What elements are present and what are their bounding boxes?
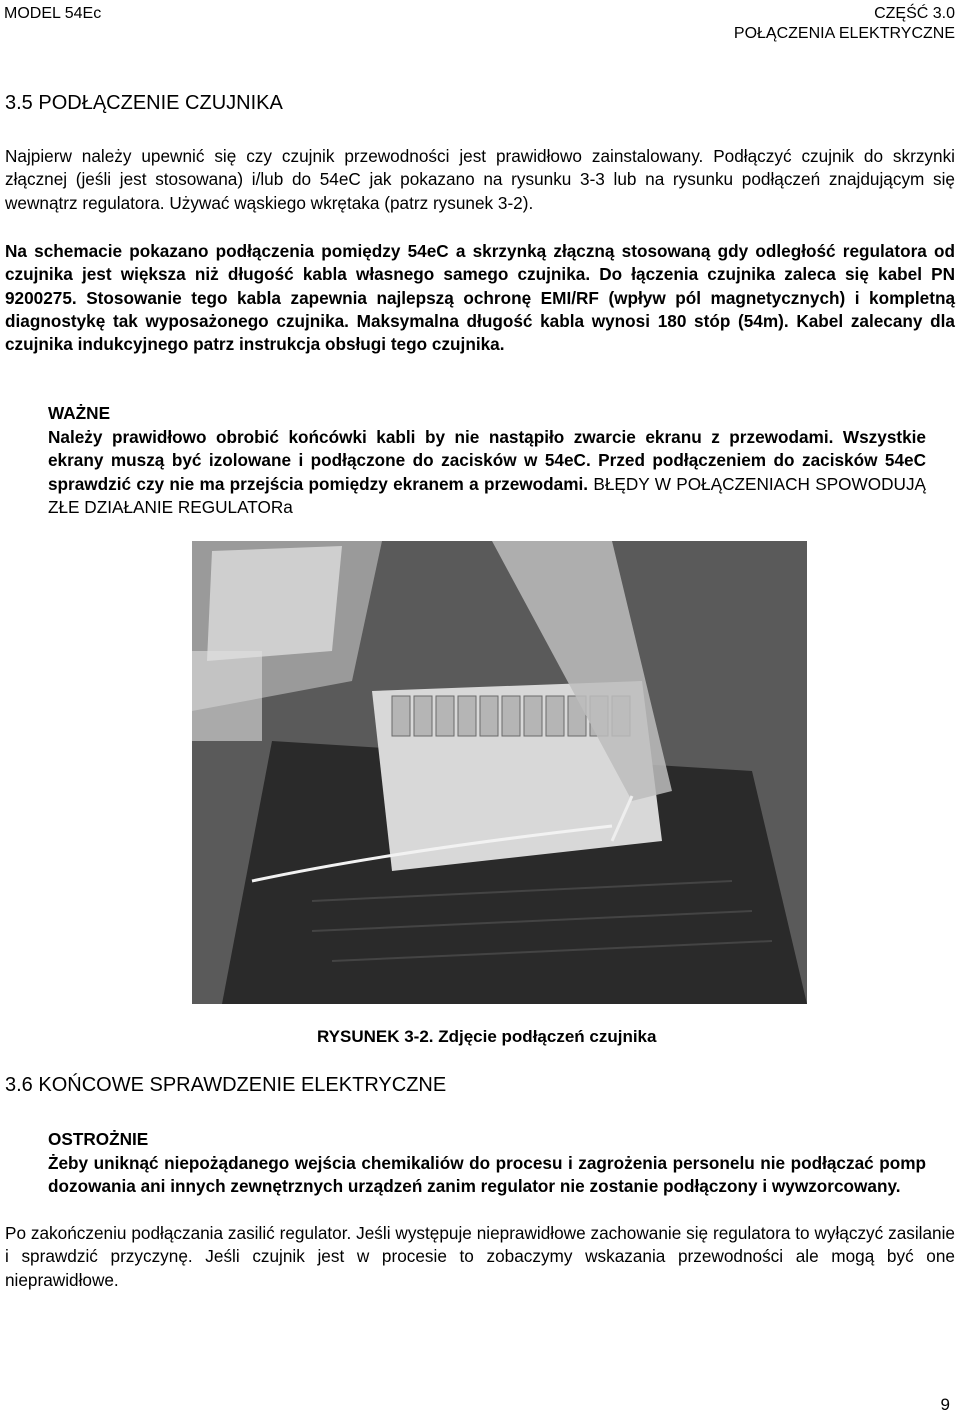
figure-photo — [192, 541, 807, 1004]
paragraph-schematic: Na schemacie pokazano podłączenia pomiędzy 54eC a skrzynką złączną stosowaną gdy odległość regulatora od czujnika jest większa niż długość kabla własnego samego czujnika. Do łączenia czujnika zaleca się kabel PN 9200275. Stosowanie tego kabla zapewnia najlepszą ochronę EMI/RF (wpływ pól magnetycznych) i kompletną diagnostykę tak wyposażonego czujnika. Maksymalna długość kabla wynosi 180 stóp (54m). Kabel zalecany dla czujnika indukcyjnego patrz instrukcja obsługi tego czujnika. — [5, 241, 955, 355]
paragraph-final-check: Po zakończeniu podłączania zasilić regulator. Jeśli występuje nieprawidłowe zachowanie się regulatora to wyłączyć zasilanie i sprawdzić przyczynę. Jeśli czujnik jest w procesie to zobaczymy wskazania przewodności ale mogą być one nieprawidłowe. — [5, 1223, 955, 1290]
header-right — [734, 4, 955, 44]
section-3-6-title: 3.6 KOŃCOWE SPRAWDZENIE ELEKTRYCZNE — [5, 1074, 447, 1096]
important-heading: WAŻNE — [48, 403, 111, 423]
important-caps: BŁĘDY W POŁĄCZENIACH SPOWODUJĄ ZŁE DZIAŁANIE REGULATORa — [48, 473, 926, 517]
important-text: Należy prawidłowo obrobić końcówki kabli by nie nastąpiło zwarcie ekranu z przewodami. Wszystkie ekrany muszą być izolowane i podłączone do zacisków w 54eC. Przed podłączeniem do zacisków 54eC sprawdzić czy nie ma przejścia pomiędzy ekranem a przewodami. — [48, 427, 926, 494]
header-section: POŁĄCZENIA ELEKTRYCZNE — [733, 25, 955, 42]
section-3-5-title: 3.5 PODŁĄCZENIE CZUJNIKA — [5, 92, 283, 114]
header-part: CZĘŚĆ 3.0 — [874, 5, 955, 22]
header-model: MODEL 54Ec — [4, 5, 102, 22]
paragraph-intro: Najpierw należy upewnić się czy czujnik przewodności jest prawidłowo zainstalowany. Podłączyć czujnik do skrzynki złącznej (jeśli jest stosowana) i/lub do 54eC jak pokazano na rysunku 3-3 lub na rysunku podłączeń znajdującym się wewnątrz regulatora. Używać wąskiego wkrętaka (patrz rysunek 3-2). — [5, 146, 955, 213]
figure-caption: RYSUNEK 3-2. Zdjęcie podłączeń czujnika — [317, 1027, 657, 1046]
important-notice — [48, 426, 926, 519]
caution-text: Żeby uniknąć niepożądanego wejścia chemikaliów do procesu i zagrożenia personelu nie podłączać pomp dozowania ani innych zewnętrznych urządzeń zanim regulator nie zostanie podłączony i wywzorcowany. — [48, 1153, 926, 1197]
page-number: 9 — [940, 1395, 950, 1414]
caution-heading: OSTROŻNIE — [48, 1129, 149, 1149]
terminal-photo-illustration — [192, 541, 807, 1004]
